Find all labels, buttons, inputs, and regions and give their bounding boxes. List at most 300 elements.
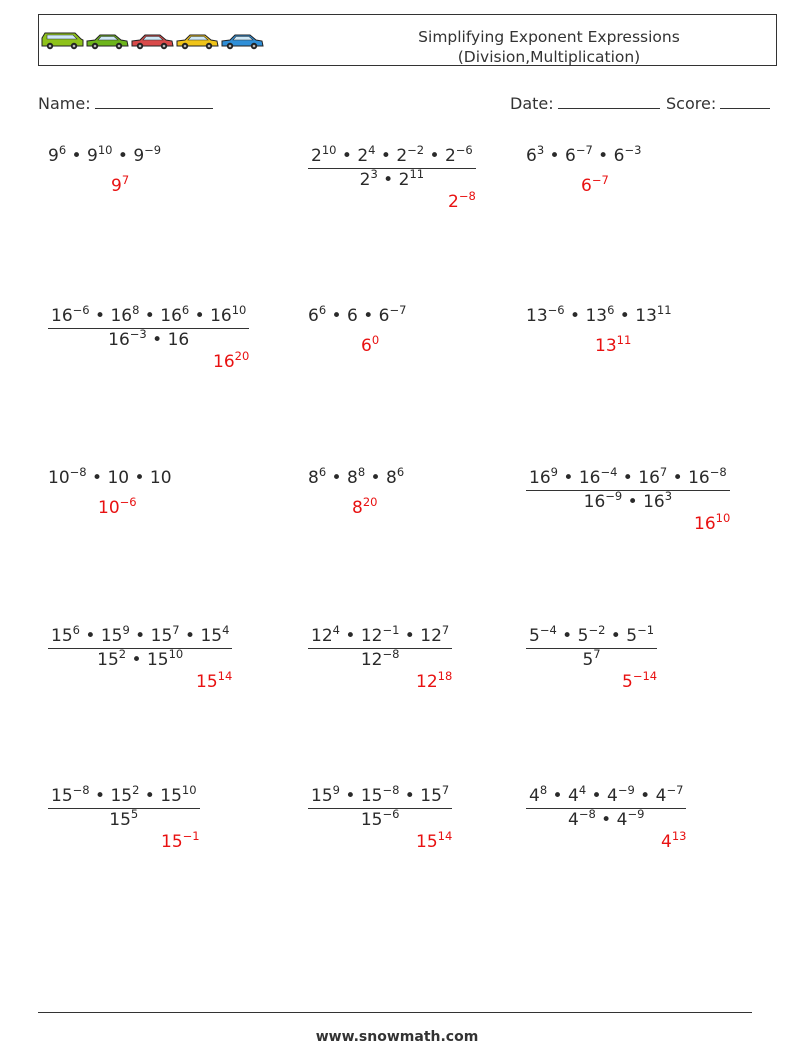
multiply-dot: • <box>326 306 347 326</box>
answer-exponent: −6 <box>119 495 137 509</box>
power-term <box>526 143 545 166</box>
exponent: 10 <box>181 783 197 797</box>
numerator <box>526 465 730 490</box>
car-icon <box>87 35 128 49</box>
answer <box>622 669 658 692</box>
multiply-dot: • <box>326 468 347 488</box>
multiply-dot: • <box>595 810 617 830</box>
answer-base: 6 <box>361 336 372 356</box>
base: 9 <box>133 146 145 166</box>
answer-exponent: 7 <box>121 173 130 187</box>
answer-base: 5 <box>622 672 633 692</box>
power-term <box>51 303 90 326</box>
multiply-dot: • <box>617 468 639 488</box>
multiply-dot: • <box>139 786 161 806</box>
exponent: 6 <box>181 303 190 317</box>
exponent: −2 <box>588 623 606 637</box>
exponent: −9 <box>144 143 162 157</box>
multiply-dot: • <box>179 626 201 646</box>
fraction <box>526 623 657 670</box>
power-term <box>51 783 90 806</box>
base: 16 <box>583 492 606 512</box>
power-term <box>308 465 327 488</box>
base: 12 <box>360 626 383 646</box>
footer-url: www.snowmath.com <box>315 1029 479 1045</box>
exponent: 8 <box>539 783 548 797</box>
date-field[interactable] <box>510 93 660 113</box>
power-term <box>360 783 400 806</box>
exponent: 11 <box>409 167 425 181</box>
exponent: 6 <box>607 303 615 317</box>
base: 4 <box>568 810 579 830</box>
exponent: 5 <box>130 807 139 821</box>
base: 16 <box>638 468 660 488</box>
problem <box>48 623 232 670</box>
multiply-dot: • <box>556 626 578 646</box>
multiply-dot: • <box>399 786 421 806</box>
fraction <box>308 783 452 830</box>
exponent: −6 <box>382 807 400 821</box>
base: 15 <box>97 650 119 670</box>
power-term <box>577 623 606 646</box>
multiply-dot: • <box>667 468 689 488</box>
answer-exponent: −7 <box>591 173 609 187</box>
date-blank[interactable] <box>558 93 660 109</box>
expression <box>308 465 405 488</box>
exponent: −7 <box>666 783 684 797</box>
car-icon <box>222 35 263 49</box>
base: 15 <box>360 810 383 830</box>
problem <box>526 623 657 670</box>
base: 2 <box>357 146 369 166</box>
title-block <box>379 27 719 67</box>
multiply-dot: • <box>189 306 211 326</box>
answer <box>581 173 609 196</box>
power-term <box>420 623 450 646</box>
car-icon <box>42 33 83 49</box>
multiply-dot: • <box>336 146 358 166</box>
denominator <box>526 491 730 512</box>
answer-exponent: −8 <box>458 189 476 203</box>
fraction <box>526 783 686 830</box>
problem <box>526 465 730 512</box>
multiply-dot: • <box>89 786 111 806</box>
base: 5 <box>577 626 589 646</box>
answer <box>416 829 453 852</box>
exponent: 4 <box>578 783 587 797</box>
base: 16 <box>108 330 130 350</box>
power-term <box>168 330 190 350</box>
fraction <box>48 783 200 830</box>
base: 10 <box>107 468 130 488</box>
problem <box>308 465 405 488</box>
multiply-dot: • <box>129 468 150 488</box>
power-term <box>526 303 565 326</box>
power-term <box>529 465 558 488</box>
exponent: 4 <box>368 143 376 157</box>
multiply-dot: • <box>139 306 161 326</box>
expression <box>526 303 672 326</box>
multiply-dot: • <box>586 786 607 806</box>
base: 6 <box>613 146 625 166</box>
power-term <box>133 143 162 166</box>
exponent: 7 <box>441 623 450 637</box>
multiply-dot: • <box>126 650 147 670</box>
base: 6 <box>347 306 358 326</box>
base: 8 <box>308 468 319 488</box>
base: 13 <box>635 306 657 326</box>
problem <box>526 783 686 830</box>
base: 6 <box>565 146 576 166</box>
exponent: 6 <box>58 143 67 157</box>
numerator <box>308 623 452 648</box>
exponent: 10 <box>321 143 337 157</box>
base: 15 <box>160 786 182 806</box>
answer-base: 15 <box>161 832 183 852</box>
score-blank[interactable] <box>720 93 770 109</box>
power-term <box>108 327 147 350</box>
answer-exponent: 0 <box>371 333 380 347</box>
problem <box>48 303 249 350</box>
multiply-dot: • <box>79 626 101 646</box>
power-term <box>643 489 673 512</box>
answer-exponent: 20 <box>234 349 250 363</box>
power-term <box>398 167 425 190</box>
power-term <box>360 807 400 830</box>
answer-base: 4 <box>661 832 672 852</box>
power-term <box>48 465 87 488</box>
car-icon <box>177 35 218 49</box>
base: 4 <box>616 810 628 830</box>
base: 10 <box>149 468 172 488</box>
worksheet-title: Simplifying Exponent Expressions <box>418 28 680 46</box>
power-term <box>583 489 623 512</box>
answer <box>595 333 632 356</box>
exponent: 3 <box>664 489 673 503</box>
car-icon <box>132 35 173 49</box>
answer-exponent: 20 <box>362 495 378 509</box>
multiply-dot: • <box>66 146 87 166</box>
exponent: 6 <box>396 465 405 479</box>
answer-exponent: −1 <box>182 829 200 843</box>
base: 4 <box>529 786 540 806</box>
exponent: 2 <box>132 783 140 797</box>
power-term <box>568 807 596 830</box>
answer <box>694 511 731 534</box>
base: 16 <box>529 468 551 488</box>
answer-base: 10 <box>98 498 120 518</box>
exponent: 8 <box>132 303 140 317</box>
answer <box>416 669 453 692</box>
base: 2 <box>398 170 410 190</box>
base: 15 <box>360 786 383 806</box>
multiply-dot: • <box>614 306 636 326</box>
power-term <box>378 303 407 326</box>
multiply-dot: • <box>605 626 627 646</box>
multiply-dot: • <box>357 306 379 326</box>
power-term <box>347 465 366 488</box>
power-term <box>51 623 80 646</box>
base: 4 <box>607 786 618 806</box>
problem <box>526 303 672 326</box>
denominator <box>308 649 452 670</box>
power-term <box>386 465 405 488</box>
answer-base: 6 <box>581 176 592 196</box>
exponent: 6 <box>318 303 327 317</box>
exponent: 7 <box>659 465 668 479</box>
expression <box>48 465 172 488</box>
fraction <box>48 303 249 350</box>
multiply-dot: • <box>339 786 361 806</box>
exponent: 10 <box>97 143 113 157</box>
denominator <box>48 649 232 670</box>
exponent: 4 <box>332 623 340 637</box>
exponent: −4 <box>539 623 557 637</box>
power-term <box>311 143 337 166</box>
expression <box>526 143 642 166</box>
exponent: 6 <box>318 465 327 479</box>
base: 15 <box>311 786 333 806</box>
answer-exponent: 10 <box>715 511 731 525</box>
power-term <box>150 623 180 646</box>
power-term <box>100 623 130 646</box>
answer-base: 8 <box>352 498 363 518</box>
answer-base: 12 <box>416 672 438 692</box>
exponent: −6 <box>455 143 473 157</box>
numerator <box>526 623 657 648</box>
multiply-dot: • <box>634 786 656 806</box>
car-icons <box>41 31 267 51</box>
multiply-dot: • <box>86 468 108 488</box>
power-term <box>607 783 635 806</box>
base: 15 <box>109 810 131 830</box>
problem <box>308 143 476 190</box>
base: 2 <box>444 146 456 166</box>
answer <box>448 189 476 212</box>
problem <box>308 303 407 326</box>
power-term <box>150 468 172 488</box>
exponent: 7 <box>441 783 450 797</box>
power-term <box>107 468 129 488</box>
exponent: −6 <box>547 303 565 317</box>
exponent: 10 <box>231 303 247 317</box>
fraction <box>308 623 452 670</box>
exponent: −8 <box>69 465 87 479</box>
multiply-dot: • <box>399 626 421 646</box>
answer-exponent: 11 <box>616 333 632 347</box>
power-term <box>311 623 340 646</box>
exponent: −9 <box>617 783 635 797</box>
multiply-dot: • <box>544 146 565 166</box>
power-term <box>565 143 593 166</box>
problem <box>48 143 162 166</box>
exponent: 7 <box>172 623 180 637</box>
fraction <box>526 465 730 512</box>
fraction <box>308 143 476 190</box>
power-term <box>97 647 127 670</box>
exponent: −6 <box>72 303 90 317</box>
expression <box>48 143 162 166</box>
multiply-dot: • <box>377 170 399 190</box>
power-term <box>582 647 601 670</box>
exponent: 9 <box>122 623 130 637</box>
problem <box>526 143 642 166</box>
base: 4 <box>568 786 579 806</box>
answer-exponent: 14 <box>217 669 233 683</box>
multiply-dot: • <box>112 146 134 166</box>
base: 6 <box>378 306 390 326</box>
denominator <box>48 329 249 350</box>
exponent: 8 <box>357 465 366 479</box>
name-blank[interactable] <box>95 93 213 109</box>
power-term <box>585 303 615 326</box>
base: 5 <box>582 650 594 670</box>
base: 16 <box>110 306 133 326</box>
multiply-dot: • <box>592 146 614 166</box>
base: 16 <box>578 468 601 488</box>
answer <box>661 829 687 852</box>
exponent: −3 <box>129 327 147 341</box>
problem <box>308 783 452 830</box>
base: 10 <box>48 468 70 488</box>
exponent: −1 <box>637 623 655 637</box>
base: 15 <box>146 650 169 670</box>
name-field[interactable] <box>38 93 213 113</box>
base: 15 <box>150 626 173 646</box>
exponent: −9 <box>605 489 623 503</box>
numerator <box>48 303 249 328</box>
base: 16 <box>160 306 182 326</box>
base: 12 <box>360 650 383 670</box>
power-term <box>160 783 197 806</box>
exponent: 11 <box>656 303 672 317</box>
power-term <box>87 143 113 166</box>
base: 16 <box>210 306 232 326</box>
power-term <box>529 623 557 646</box>
base: 15 <box>51 786 73 806</box>
multiply-dot: • <box>564 306 586 326</box>
power-term <box>110 783 140 806</box>
answer <box>111 173 130 196</box>
worksheet-header <box>38 14 777 66</box>
answer <box>213 349 250 372</box>
power-term <box>635 303 672 326</box>
expression <box>308 303 407 326</box>
answer <box>161 829 200 852</box>
exponent: −8 <box>382 647 400 661</box>
numerator <box>48 623 232 648</box>
exponent: −9 <box>627 807 645 821</box>
multiply-dot: • <box>146 330 168 350</box>
multiply-dot: • <box>622 492 644 512</box>
exponent: 10 <box>168 647 184 661</box>
exponent: −7 <box>575 143 593 157</box>
power-term <box>444 143 473 166</box>
exponent: 2 <box>118 647 127 661</box>
exponent: −3 <box>624 143 642 157</box>
problem <box>48 465 172 488</box>
base: 15 <box>100 626 123 646</box>
base: 12 <box>311 626 333 646</box>
power-term <box>529 783 548 806</box>
power-term <box>308 303 327 326</box>
denominator <box>308 169 476 190</box>
denominator <box>526 809 686 830</box>
power-term <box>613 143 642 166</box>
power-term <box>655 783 684 806</box>
answer-exponent: 18 <box>437 669 453 683</box>
numerator <box>48 783 200 808</box>
base: 5 <box>529 626 540 646</box>
exponent: 3 <box>370 167 378 181</box>
multiply-dot: • <box>424 146 445 166</box>
base: 15 <box>51 626 73 646</box>
answer-base: 2 <box>448 192 459 212</box>
answer-base: 15 <box>416 832 438 852</box>
answer-base: 15 <box>196 672 218 692</box>
exponent: −8 <box>709 465 727 479</box>
exponent: −8 <box>72 783 90 797</box>
numerator <box>526 783 686 808</box>
power-term <box>347 306 358 326</box>
base: 15 <box>110 786 133 806</box>
power-term <box>146 647 184 670</box>
base: 16 <box>688 468 710 488</box>
multiply-dot: • <box>89 306 111 326</box>
answer-base: 16 <box>694 514 716 534</box>
base: 16 <box>51 306 73 326</box>
problem <box>48 783 200 830</box>
score-field[interactable] <box>666 93 770 113</box>
power-term <box>110 303 140 326</box>
answer <box>361 333 380 356</box>
answer-base: 9 <box>111 176 122 196</box>
exponent: 6 <box>72 623 80 637</box>
numerator <box>308 143 476 168</box>
base: 8 <box>386 468 397 488</box>
name-label: Name: <box>38 94 91 113</box>
base: 6 <box>308 306 319 326</box>
power-term <box>396 143 425 166</box>
base: 12 <box>420 626 442 646</box>
problem <box>308 623 452 670</box>
exponent: 9 <box>550 465 558 479</box>
power-term <box>109 807 139 830</box>
answer-exponent: −14 <box>632 669 658 683</box>
multiply-dot: • <box>547 786 568 806</box>
base: 15 <box>420 786 442 806</box>
answer-base: 13 <box>595 336 617 356</box>
base: 16 <box>643 492 665 512</box>
base: 8 <box>347 468 358 488</box>
denominator <box>48 809 200 830</box>
power-term <box>210 303 247 326</box>
power-term <box>420 783 450 806</box>
denominator <box>308 809 452 830</box>
exponent: −1 <box>382 623 400 637</box>
exponent: −2 <box>407 143 425 157</box>
base: 6 <box>526 146 537 166</box>
footer-divider <box>38 1012 752 1013</box>
answer <box>98 495 137 518</box>
worksheet-subtitle: (Division,Multiplication) <box>457 48 641 66</box>
power-term <box>638 465 668 488</box>
exponent: −8 <box>382 783 400 797</box>
power-term <box>688 465 727 488</box>
exponent: 4 <box>222 623 230 637</box>
multiply-dot: • <box>557 468 579 488</box>
power-term <box>48 143 67 166</box>
